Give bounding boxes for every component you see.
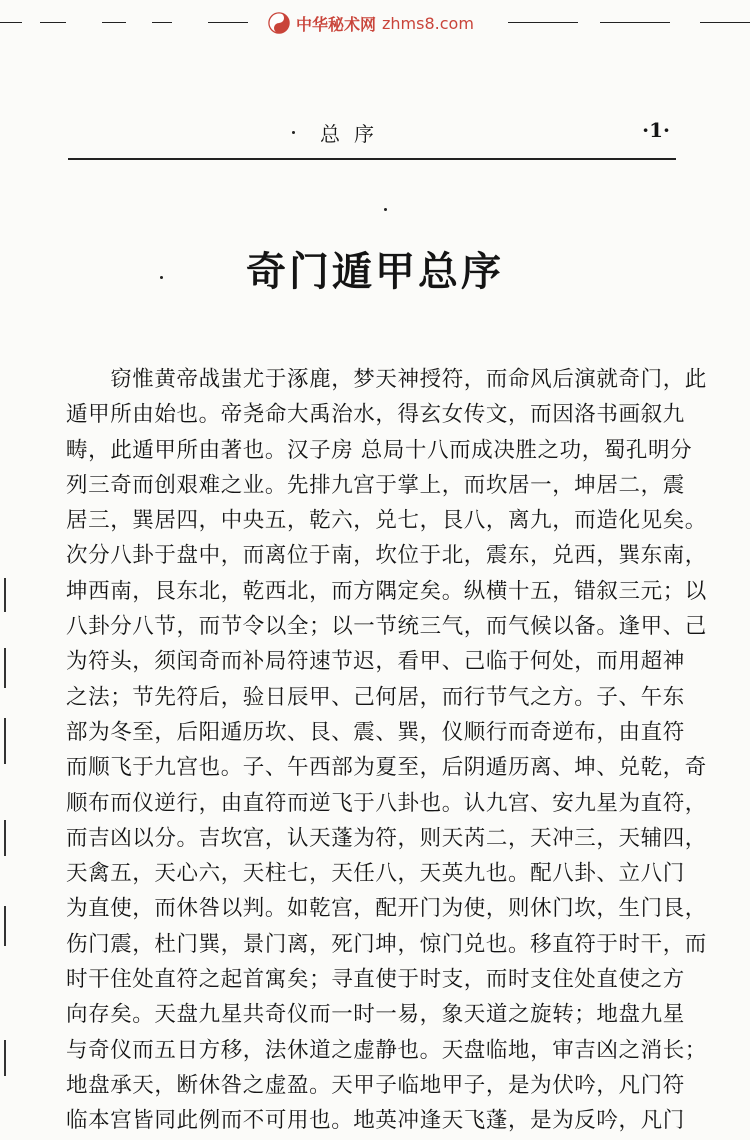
- body-line: 畴，此遁甲所由著也。汉子房 总局十八而成决胜之功，蜀孔明分: [66, 437, 693, 463]
- body-line: 居三，巽居四，中央五，乾六，兑七，艮八，离九，而造化见矣。: [66, 508, 707, 534]
- top-rule-left-4: [152, 22, 172, 23]
- body-line: 列三奇而创艰难之业。先排九宫于掌上，而坎居一，坤居二，震: [66, 472, 685, 498]
- body-line: 次分八卦于盘中，而离位于南，坎位于北，震东，兑西，巽东南，: [66, 543, 707, 569]
- body-line: 遁甲所由始也。帝尧命大禹治水，得玄女传文，而因洛书画叙九: [66, 402, 685, 428]
- page-number: ·1·: [642, 118, 670, 142]
- top-rule-left-5: [208, 22, 248, 23]
- scan-margin-mark: [4, 820, 6, 856]
- top-rule-right-2: [600, 22, 670, 23]
- body-line: 与奇仪而五日方移，法休道之虚静也。天盘临地，审吉凶之消长；: [66, 1037, 707, 1063]
- body-line: 时干住处直符之起首寓矣；寻直使于时支，而时支住处直使之方: [66, 967, 685, 993]
- scan-margin-mark: [4, 578, 6, 612]
- body-line: 八卦分八节，而节令以全；以一节统三气，而气候以备。逢甲、己: [66, 614, 707, 640]
- header-dot: [292, 131, 295, 134]
- body-line: 为符头，须闰奇而补局符速节迟，看甲、己临于何处，而用超神: [66, 649, 685, 675]
- running-header: [70, 118, 670, 146]
- body-line: 而顺飞于九宫也。子、午西部为夏至，后阴遁历离、坤、兑乾，奇: [66, 755, 707, 781]
- running-title: 总序: [320, 122, 388, 146]
- page-title: 奇门遁甲总序: [246, 249, 504, 295]
- body-line: 为直使，而休咎以判。如乾宫，配开门为使，则休门坎，生门艮，: [66, 896, 707, 922]
- top-rule-right-3: [700, 22, 750, 23]
- body-line: 天禽五，天心六，天柱七，天任八，天英九也。配八卦、立八门: [66, 861, 685, 887]
- header-rule: [68, 158, 676, 160]
- body-line: 向存矣。天盘九星共奇仪而一时一易，象天道之旋转；地盘九星: [66, 1002, 685, 1028]
- body-line: 临本宫皆同此例而不可用也。地英冲逢天飞蓬，是为反吟，凡门: [66, 1108, 685, 1134]
- body-line: 坤西南，艮东北，乾西北，而方隅定矣。纵横十五，错叙三元；以: [66, 578, 707, 604]
- speck-1: [384, 208, 387, 211]
- body-line: 之法；节先符后，验日辰甲、己何居，而行节气之方。子、午东: [66, 684, 685, 710]
- top-rule-left-3: [102, 22, 126, 23]
- body-line: 而吉凶以分。吉坎宫，认天蓬为符，则天芮二，天冲三，天辅四，: [66, 825, 707, 851]
- top-rule-right-1: [508, 22, 578, 23]
- scan-margin-mark: [4, 906, 6, 946]
- watermark-url: zhms8.com: [382, 13, 474, 33]
- scan-margin-mark: [4, 1040, 6, 1076]
- scan-margin-mark: [4, 648, 6, 688]
- body-line: 窃惟黄帝战蚩尤于涿鹿，梦天神授符，而命风后演就奇门，此: [66, 367, 707, 392]
- body-line: 顺布而仪逆行，由直符而逆飞于八卦也。认九宫、安九星为直符，: [66, 790, 707, 816]
- yin-yang-icon: [268, 12, 290, 34]
- scan-margin-mark: [4, 718, 6, 764]
- top-rule-left-2: [40, 22, 66, 23]
- body-text: [66, 362, 707, 1139]
- top-rule-left-1: [0, 22, 22, 23]
- watermark-site-name: 中华秘术网: [296, 14, 377, 34]
- body-line: 部为冬至，后阳遁历坎、艮、震、巽，仪顺行而奇逆布，由直符: [66, 719, 685, 745]
- body-line: 伤门震，杜门巽，景门离，死门坤，惊门兑也。移直符于时干，而: [66, 931, 707, 957]
- watermark: [268, 10, 474, 36]
- body-line: 地盘承天，断休咎之虚盈。天甲子临地甲子，是为伏吟，凡门符: [66, 1072, 685, 1098]
